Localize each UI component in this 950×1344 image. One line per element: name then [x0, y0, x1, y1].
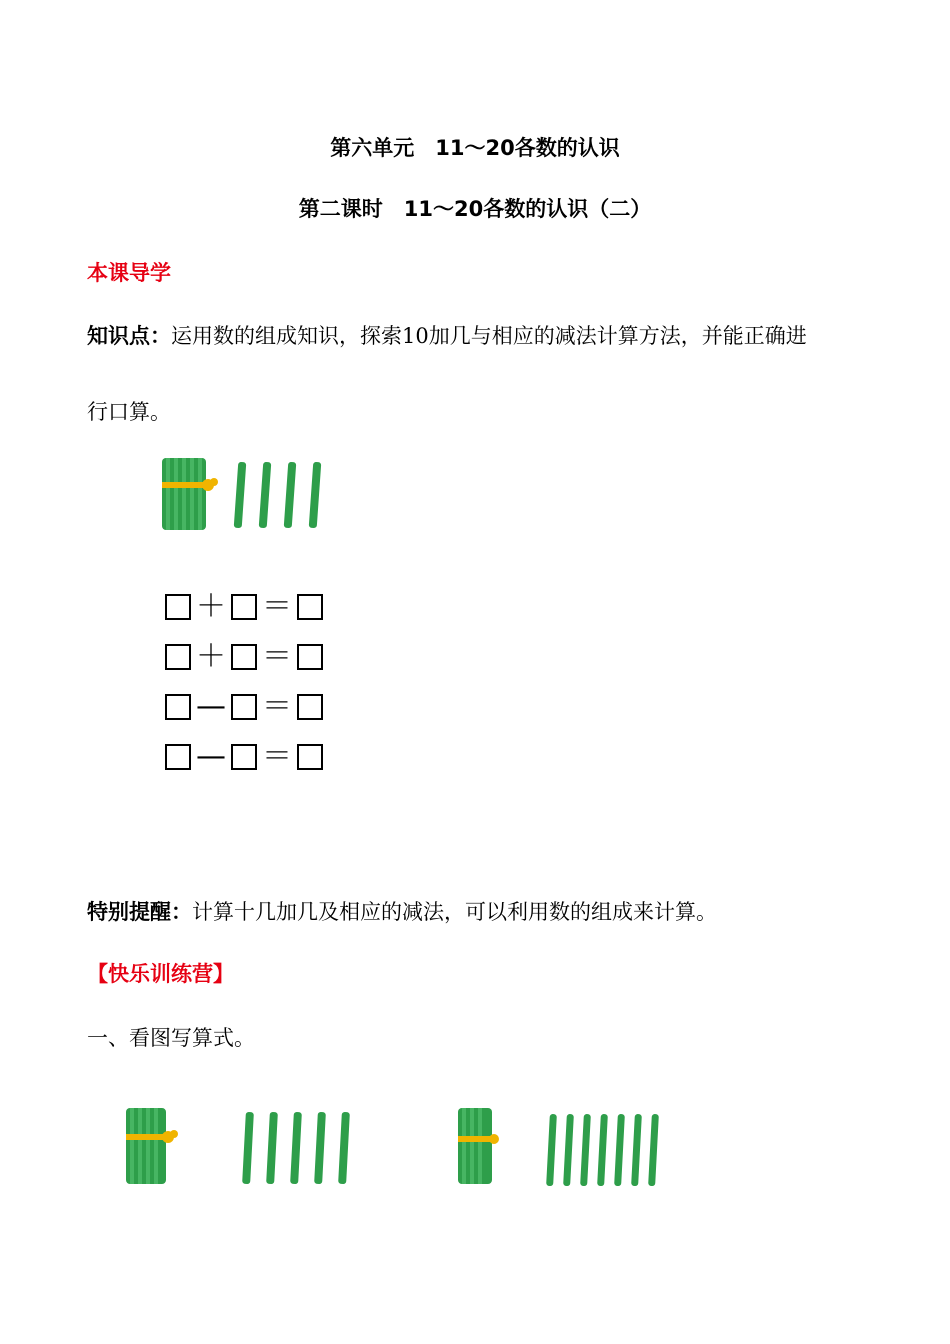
stick-bundle-icon	[162, 458, 218, 530]
answer-box[interactable]	[297, 694, 323, 720]
knowledge-text-line2: 行口算。	[87, 400, 171, 424]
equals-sign: ＝	[262, 589, 292, 624]
operator: —	[196, 739, 226, 774]
answer-box[interactable]	[297, 744, 323, 770]
answer-box[interactable]	[231, 594, 257, 620]
answer-box[interactable]	[165, 644, 191, 670]
intro-sticks-figure	[158, 452, 333, 542]
practice-heading: 【快乐训练营】	[87, 962, 234, 986]
operator: ＋	[196, 589, 226, 624]
question-1: 一、看图写算式。	[87, 1026, 255, 1050]
answer-box[interactable]	[165, 594, 191, 620]
unit-title: 第六单元 11～20各数的认识	[330, 136, 620, 160]
loose-sticks	[546, 1114, 659, 1186]
equation-row	[165, 589, 323, 624]
loose-sticks	[242, 1112, 350, 1184]
stick-bundle-icon	[458, 1108, 499, 1184]
knowledge-text-line1: 运用数的组成知识，探索10加几与相应的减法计算方法，并能正确进	[171, 324, 807, 348]
reminder-label: 特别提醒：	[87, 900, 192, 924]
stick-bundle-icon	[126, 1108, 178, 1184]
equals-sign: ＝	[262, 739, 292, 774]
knowledge-point	[87, 320, 887, 350]
lesson-title: 第二课时 11～20各数的认识（二）	[298, 197, 652, 221]
operator: —	[196, 689, 226, 724]
answer-box[interactable]	[231, 644, 257, 670]
reminder-text: 计算十几加几及相应的减法，可以利用数的组成来计算。	[192, 900, 717, 924]
answer-box[interactable]	[165, 694, 191, 720]
answer-box[interactable]	[231, 744, 257, 770]
answer-box[interactable]	[165, 744, 191, 770]
equation-row	[165, 639, 323, 674]
equation-row	[165, 689, 323, 724]
equation-list	[165, 589, 323, 774]
answer-box[interactable]	[297, 644, 323, 670]
equals-sign: ＝	[262, 639, 292, 674]
equation-row	[165, 739, 323, 774]
answer-box[interactable]	[297, 594, 323, 620]
q1-right-figure	[448, 1100, 668, 1195]
loose-sticks	[234, 462, 322, 528]
q1-left-figure	[112, 1100, 362, 1195]
guide-heading: 本课导学	[87, 261, 171, 285]
special-reminder	[87, 896, 887, 926]
operator: ＋	[196, 639, 226, 674]
knowledge-label: 知识点：	[87, 324, 171, 348]
answer-box[interactable]	[231, 694, 257, 720]
equals-sign: ＝	[262, 689, 292, 724]
